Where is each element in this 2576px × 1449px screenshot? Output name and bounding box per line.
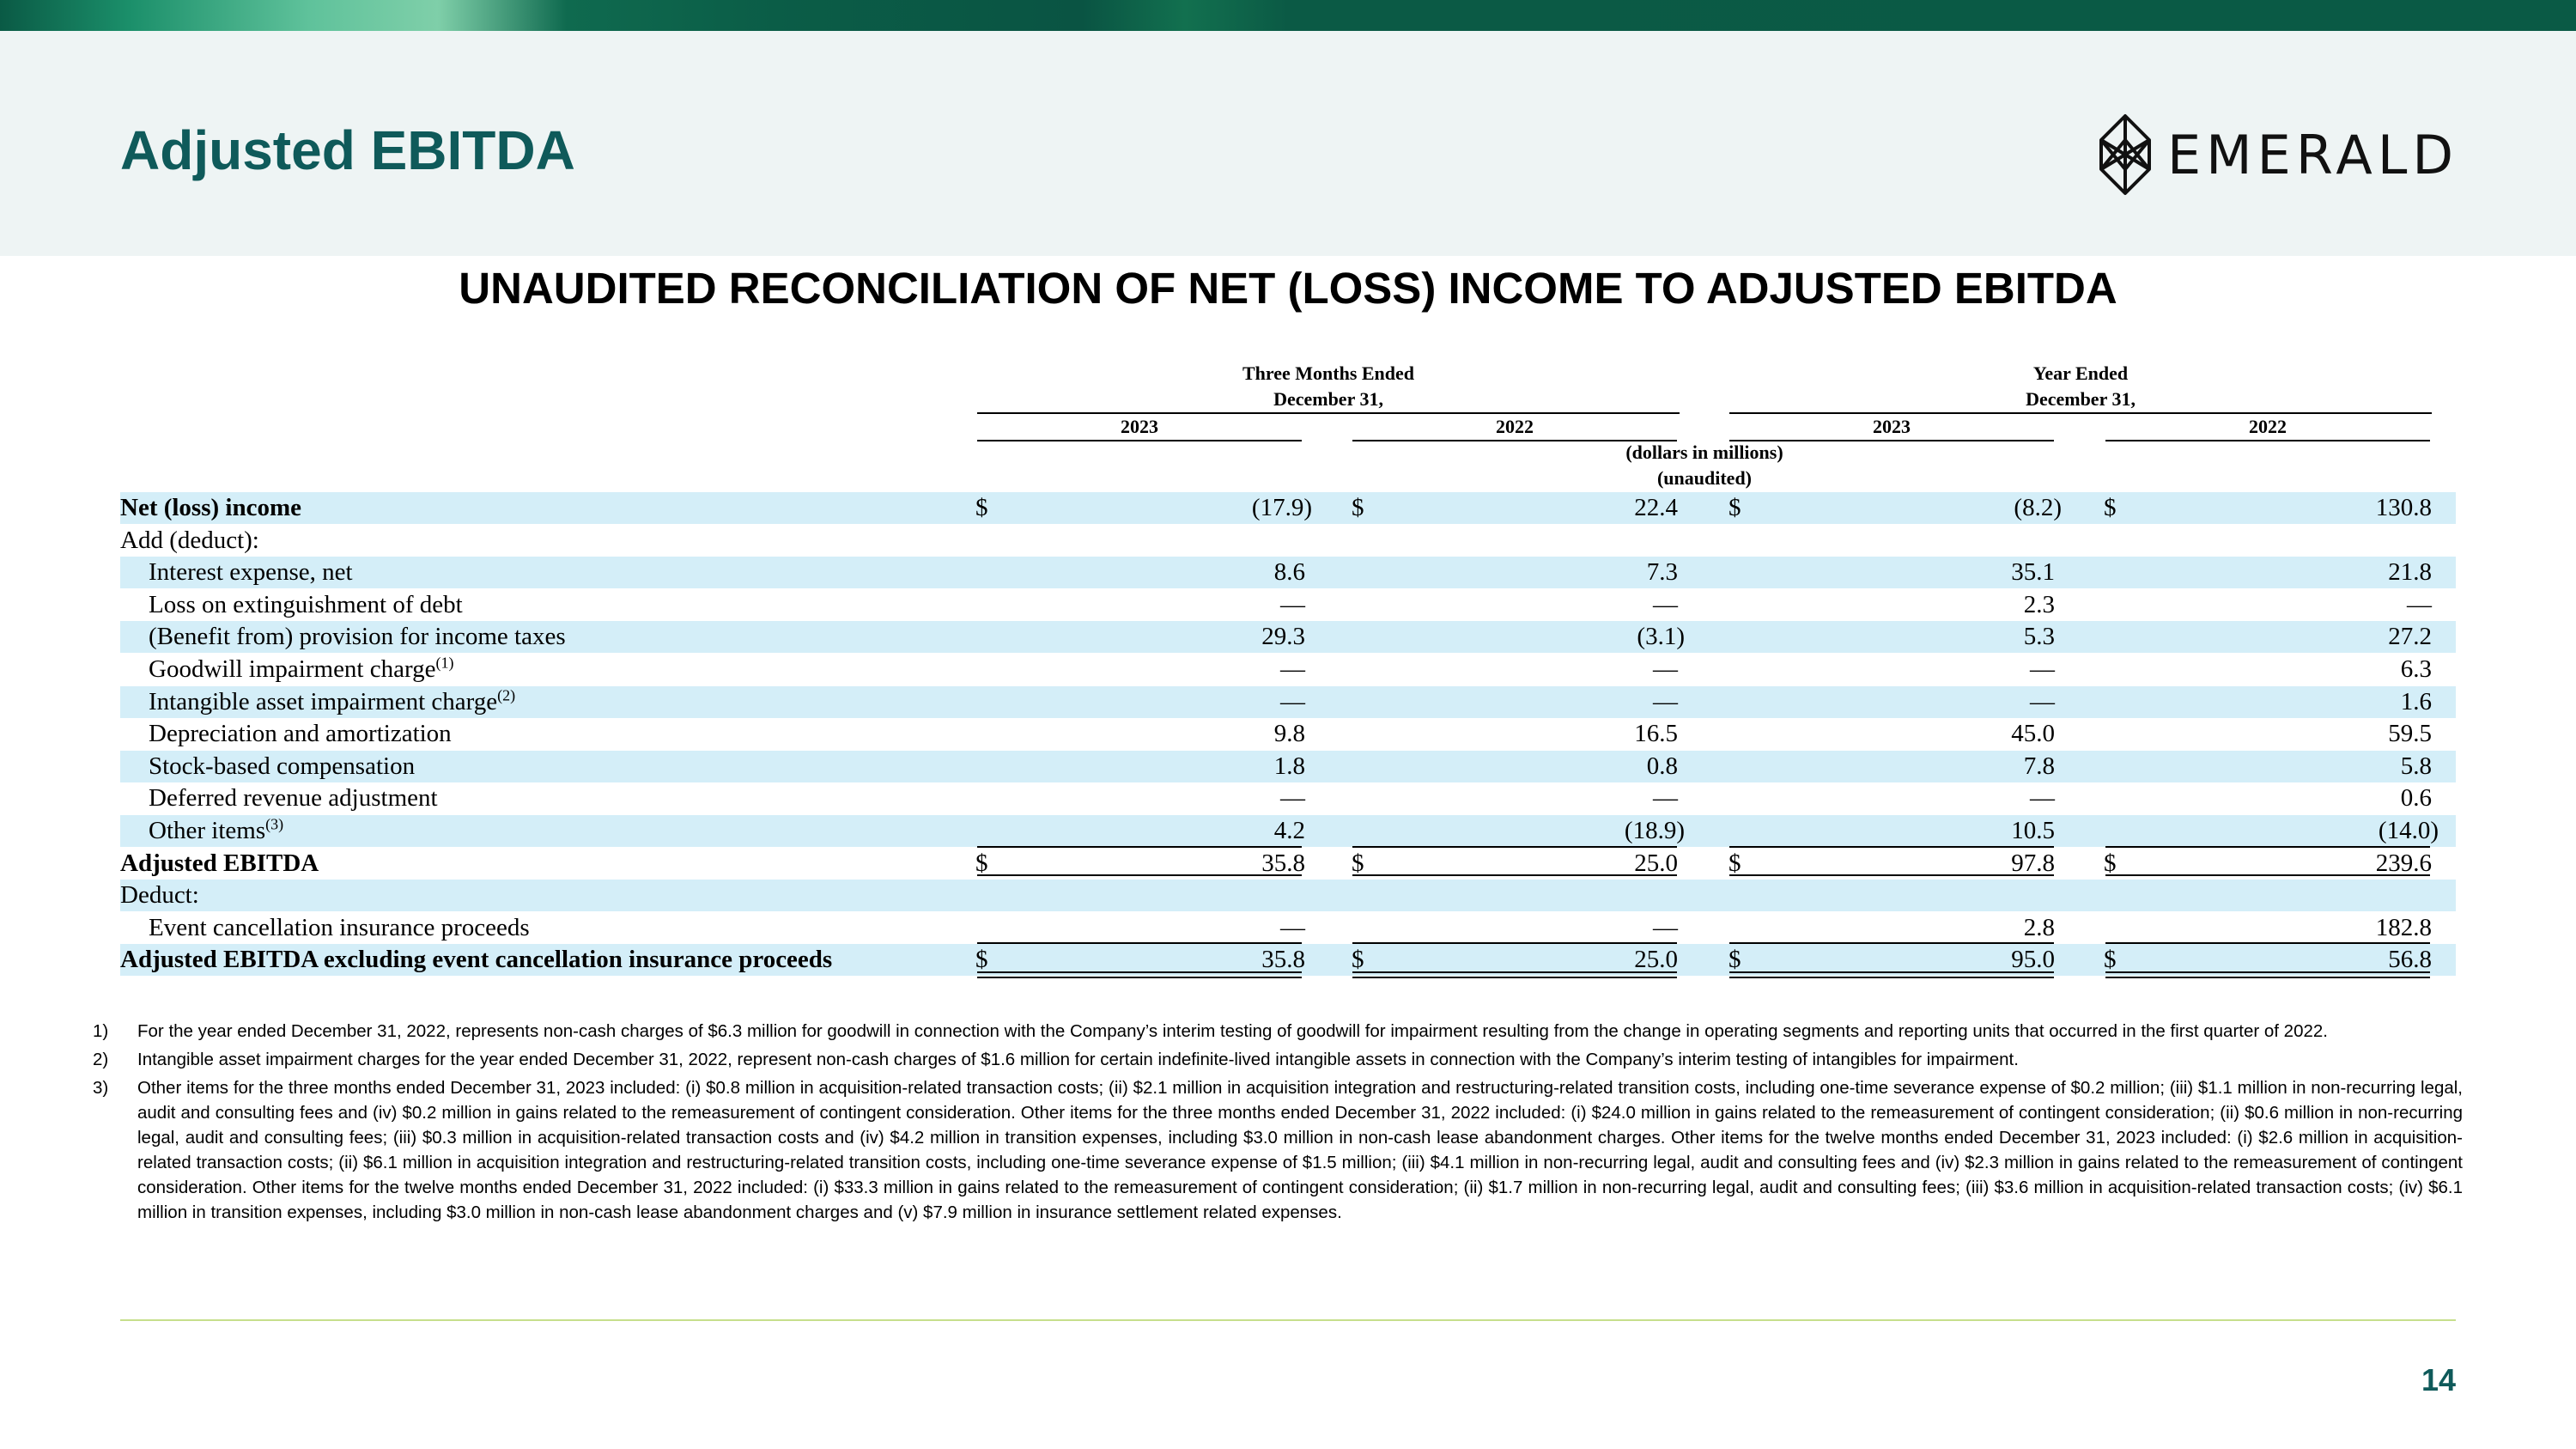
value-cell: 9.8 — [1273, 720, 1305, 748]
dollar-sign: $ — [2104, 849, 2117, 877]
value-cell — [2260, 525, 2432, 557]
row-label: Adjusted EBITDA excluding event cancellation insurance proceeds — [120, 946, 833, 974]
footnote-ref: (1) — [435, 654, 454, 672]
units-line1: (dollars in millions) — [1625, 441, 1783, 463]
value-cell: 0.6 — [2400, 784, 2432, 813]
year-header: 2022 — [2249, 416, 2287, 437]
footnotes — [93, 1019, 2463, 1228]
value-cell: 10.5 — [2011, 817, 2055, 844]
dollar-sign: $ — [1728, 494, 1741, 521]
row-label: Event cancellation insurance proceeds — [149, 913, 530, 941]
total-double-rule — [1729, 971, 2054, 978]
dollar-sign: $ — [975, 946, 988, 974]
row-label: Depreciation and amortization — [149, 720, 452, 748]
value-cell — [1883, 525, 2055, 557]
top-brand-bar — [0, 0, 2576, 31]
table-row — [120, 782, 2456, 814]
table-row — [120, 589, 2456, 621]
value-cell: 35.8 — [1261, 946, 1305, 974]
dollar-sign: $ — [975, 494, 988, 521]
value-cell — [1133, 880, 1305, 911]
emerald-logo — [2099, 112, 2458, 198]
value-cell: — — [1653, 655, 1678, 683]
value-cell: — — [2407, 590, 2432, 618]
footnote-number: 2) — [93, 1050, 109, 1069]
value-cell: 59.5 — [2388, 720, 2432, 748]
value-cell: 35.8 — [1261, 849, 1305, 877]
footnote — [93, 1075, 2463, 1225]
value-cell — [1133, 525, 1305, 557]
value-cell: 130.8 — [2375, 494, 2432, 521]
row-label: Other items$^{(3)}$ — [149, 815, 284, 844]
table-row — [120, 718, 2456, 750]
value-cell: — — [1280, 655, 1305, 683]
table-row — [120, 557, 2456, 588]
value-cell: — — [2030, 655, 2055, 683]
group-header-year — [1729, 361, 2432, 412]
value-cell: — — [1280, 913, 1305, 941]
group-header-three-months — [977, 361, 1680, 412]
row-label: Deduct: — [120, 881, 199, 910]
row-label: Interest expense, net — [149, 558, 353, 587]
value-cell: 8.6 — [1273, 558, 1305, 587]
value-cell: 7.3 — [1646, 558, 1678, 587]
table-row — [120, 621, 2456, 653]
total-double-rule — [977, 971, 1302, 978]
value-cell: — — [1280, 590, 1305, 618]
dollar-sign: $ — [2104, 946, 2117, 974]
page-number: 14 — [2421, 1362, 2457, 1397]
value-cell: 7.8 — [2023, 752, 2055, 780]
row-label: Adjusted EBITDA — [120, 849, 319, 877]
value-cell: 16.5 — [1634, 720, 1678, 748]
table-row — [120, 525, 2456, 557]
dollar-sign: $ — [1728, 946, 1741, 974]
value-cell: 35.1 — [2011, 558, 2055, 587]
footnote-text: For the year ended December 31, 2022, represents non-cash charges of $6.3 million for goodwill in connection with the Company’s interim testing of goodwill for impairment resulting from the change in operating segments and reporting units that occurred in the first quarter of 2022. — [137, 1021, 2328, 1041]
value-cell: (17.9) — [1251, 494, 1312, 521]
row-label: (Benefit from) provision for income taxes — [149, 623, 566, 651]
units-line2: (unaudited) — [1656, 467, 1753, 489]
group-header-line1: Year Ended — [2032, 362, 2129, 384]
value-cell — [1506, 880, 1678, 911]
page-title: Adjusted EBITDA — [120, 119, 575, 181]
group-header-line2: December 31, — [1273, 388, 1383, 410]
value-cell: — — [1280, 687, 1305, 715]
footnote-number: 3) — [93, 1078, 109, 1098]
value-cell: 5.8 — [2400, 752, 2432, 780]
value-cell: — — [2030, 687, 2055, 715]
value-cell: 1.6 — [2400, 687, 2432, 715]
value-cell: 4.2 — [1273, 817, 1305, 844]
group-header-line1: Three Months Ended — [1242, 362, 1415, 384]
row-label: Add (deduct): — [120, 526, 259, 554]
year-header: 2023 — [1121, 416, 1158, 437]
value-cell: 21.8 — [2388, 558, 2432, 587]
logo-wordmark: EMERALD — [2167, 123, 2459, 186]
units-note — [977, 440, 2432, 491]
value-cell: 56.8 — [2388, 946, 2432, 974]
value-cell: — — [1653, 913, 1678, 941]
value-cell: — — [1653, 687, 1678, 715]
value-cell: 2.3 — [2023, 590, 2055, 618]
year-header: 2023 — [1873, 416, 1911, 437]
value-cell: 1.8 — [1273, 752, 1305, 780]
table-row — [120, 492, 2456, 524]
table-row — [120, 880, 2456, 911]
value-cell: 0.8 — [1646, 752, 1678, 780]
total-double-rule — [2105, 971, 2430, 978]
year-header: 2022 — [1496, 416, 1534, 437]
value-cell: 22.4 — [1634, 494, 1678, 521]
value-cell: 45.0 — [2011, 720, 2055, 748]
group-header-line2: December 31, — [2026, 388, 2136, 410]
value-cell: (18.9) — [1624, 817, 1685, 844]
row-label: Goodwill impairment charge$^{(1)}$ — [149, 654, 454, 683]
value-cell: (14.0) — [2378, 817, 2439, 844]
value-cell: 239.6 — [2375, 849, 2432, 877]
table-row — [120, 815, 2456, 847]
value-cell — [1506, 525, 1678, 557]
table-row — [120, 751, 2456, 782]
value-cell: — — [1280, 784, 1305, 813]
dollar-sign: $ — [1728, 849, 1741, 877]
footnote — [93, 1019, 2463, 1044]
footnote-text: Other items for the three months ended December 31, 2023 included: (i) $0.8 million in acquisition-related transaction costs; (ii) $2.1 million in acquisition integration and restructuring-related transition costs, including one-time severance expense of $0.2 million; (iii) $1.1 million in non-recurring legal, audit and consulting fees and (iv) $0.2 million in gains related to the remeasurement of contingent consideration. Other items for the three months ended December 31, 2022 included: (i) $24.0 million in gains related to the remeasurement of contingent consideration; (ii) $0.6 million in non-recurring legal, audit and consulting fees; (iii) $0.3 million in acquisition-related transaction costs and (iv) $4.2 million in transition expenses, including $3.0 million in non-cash lease abandonment charges. Other items for the twelve months ended December 31, 2023 included: (i) $2.6 million in acquisition-related transaction costs; (ii) $6.1 million in acquisition integration and restructuring-related transition costs, including one-time severance expense of $1.5 million; (iii) $4.1 million in non-recurring legal, audit and consulting fees and (iv) $2.3 million in gains related to the remeasurement of contingent consideration. Other items for the twelve months ended December 31, 2022 included: (i) $33.3 million in gains related to the remeasurement of contingent consideration; (ii) $1.7 million in non-recurring legal, audit and consulting fees; (iii) $3.6 million in acquisition-related transaction costs; (iv) $6.1 million in transition expenses, including $3.0 million in non-cash lease abandonment charges and (v) $7.9 million in insurance settlement related expenses. — [137, 1078, 2463, 1222]
table-row — [120, 686, 2456, 718]
footnote-number: 1) — [93, 1021, 109, 1041]
row-label: Intangible asset impairment charge$^{(2)}$ — [149, 685, 516, 715]
dollar-sign: $ — [1352, 946, 1364, 974]
value-cell — [1883, 880, 2055, 911]
value-cell: 5.3 — [2023, 623, 2055, 651]
value-cell: 29.3 — [1261, 623, 1305, 651]
value-cell: 95.0 — [2011, 946, 2055, 974]
value-cell: 6.3 — [2400, 655, 2432, 683]
value-cell: 25.0 — [1634, 946, 1678, 974]
table-row — [120, 654, 2456, 685]
value-cell: 2.8 — [2023, 913, 2055, 941]
dollar-sign: $ — [975, 849, 988, 877]
table-heading: UNAUDITED RECONCILIATION OF NET (LOSS) INCOME TO ADJUSTED EBITDA — [459, 264, 2117, 313]
footnote-text: Intangible asset impairment charges for the year ended December 31, 2022, represent non-cash charges of $1.6 million for certain indefinite-lived intangible assets in connection with the Company’s interim testing of intangibles for impairment. — [137, 1050, 2019, 1069]
row-label: Stock-based compensation — [149, 752, 416, 780]
row-label: Net (loss) income — [120, 494, 302, 521]
value-cell: 27.2 — [2388, 623, 2432, 651]
dollar-sign: $ — [2104, 494, 2117, 521]
footnote-ref: (2) — [497, 685, 516, 703]
value-cell: (8.2) — [2014, 494, 2062, 521]
value-cell: — — [2030, 784, 2055, 813]
footnote — [93, 1047, 2463, 1072]
value-cell: — — [1653, 784, 1678, 813]
dollar-sign: $ — [1352, 494, 1364, 521]
row-label: Loss on extinguishment of debt — [149, 590, 463, 618]
value-cell: 182.8 — [2375, 913, 2432, 941]
footnote-ref: (3) — [265, 815, 284, 833]
dollar-sign: $ — [1352, 849, 1364, 877]
total-double-rule — [1352, 971, 1677, 978]
footer-divider — [120, 1319, 2456, 1321]
value-cell — [2260, 880, 2432, 911]
value-cell: (3.1) — [1637, 623, 1685, 651]
value-cell: — — [1653, 590, 1678, 618]
row-label: Deferred revenue adjustment — [149, 784, 438, 813]
value-cell: 97.8 — [2011, 849, 2055, 877]
emerald-gem-icon — [2099, 113, 2152, 196]
value-cell: 25.0 — [1634, 849, 1678, 877]
table-row — [120, 912, 2456, 944]
